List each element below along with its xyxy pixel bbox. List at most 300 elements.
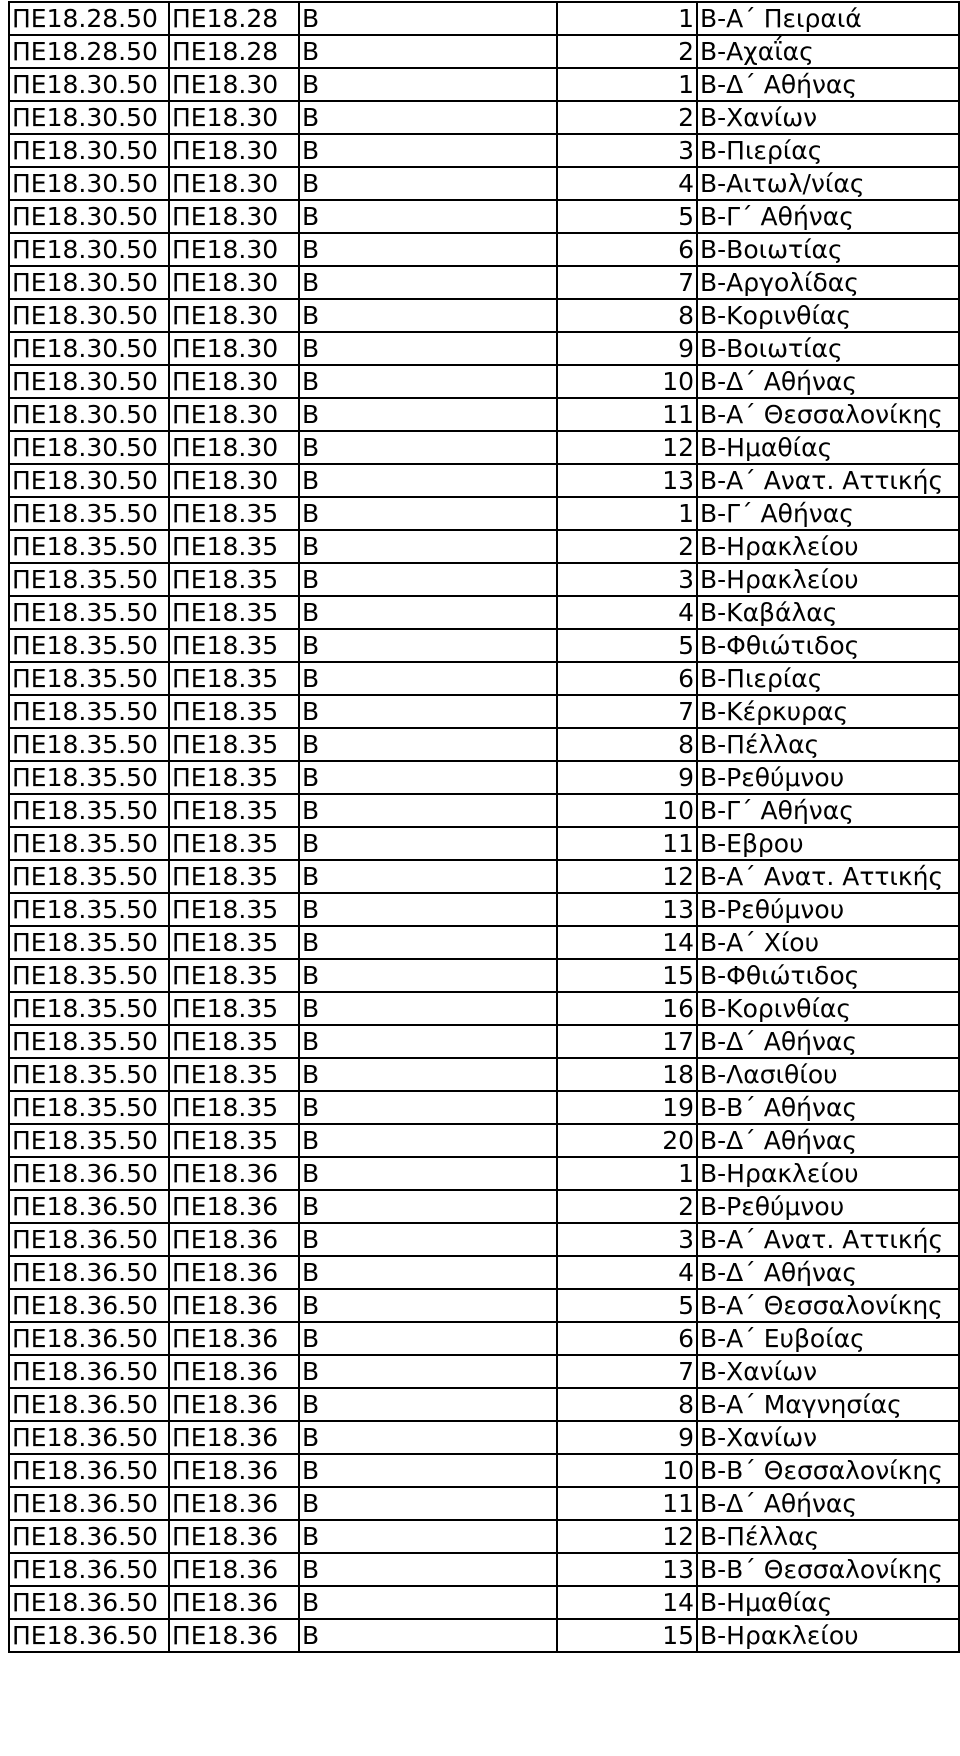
cell-sequence: 8 [557, 1388, 697, 1421]
table-row [9, 1388, 959, 1421]
table-row [9, 728, 959, 761]
cell-group: ΠΕ18.36 [169, 1586, 299, 1619]
table-row [9, 662, 959, 695]
cell-code: ΠΕ18.36.50 [9, 1454, 169, 1487]
cell-group: ΠΕ18.35 [169, 827, 299, 860]
table-row [9, 1553, 959, 1586]
data-table [8, 1, 960, 1653]
table-row [9, 299, 959, 332]
cell-category: Β [299, 959, 557, 992]
cell-directorate: Β-Α΄ Ανατ. Αττικής [697, 860, 959, 893]
cell-group: ΠΕ18.35 [169, 992, 299, 1025]
table-row [9, 398, 959, 431]
cell-directorate: Β-Ρεθύμνου [697, 1190, 959, 1223]
table-row [9, 1619, 959, 1652]
cell-code: ΠΕ18.36.50 [9, 1421, 169, 1454]
cell-sequence: 3 [557, 134, 697, 167]
cell-code: ΠΕ18.30.50 [9, 398, 169, 431]
cell-sequence: 12 [557, 1520, 697, 1553]
cell-directorate: Β-Ρεθύμνου [697, 893, 959, 926]
cell-directorate: Β-Β΄ Αθήνας [697, 1091, 959, 1124]
cell-category: Β [299, 35, 557, 68]
cell-sequence: 15 [557, 959, 697, 992]
cell-sequence: 18 [557, 1058, 697, 1091]
cell-category: Β [299, 1487, 557, 1520]
cell-directorate: Β-Γ΄ Αθήνας [697, 200, 959, 233]
cell-code: ΠΕ18.30.50 [9, 266, 169, 299]
cell-directorate: Β-Κέρκυρας [697, 695, 959, 728]
cell-category: Β [299, 992, 557, 1025]
cell-directorate: Β-Λασιθίου [697, 1058, 959, 1091]
cell-category: Β [299, 332, 557, 365]
cell-code: ΠΕ18.35.50 [9, 563, 169, 596]
cell-sequence: 20 [557, 1124, 697, 1157]
cell-group: ΠΕ18.35 [169, 695, 299, 728]
table-row [9, 101, 959, 134]
cell-code: ΠΕ18.35.50 [9, 497, 169, 530]
cell-code: ΠΕ18.36.50 [9, 1520, 169, 1553]
cell-group: ΠΕ18.36 [169, 1520, 299, 1553]
cell-category: Β [299, 1553, 557, 1586]
cell-directorate: Β-Χανίων [697, 1355, 959, 1388]
cell-sequence: 9 [557, 761, 697, 794]
table-row [9, 1454, 959, 1487]
cell-directorate: Β-Ημαθίας [697, 1586, 959, 1619]
cell-directorate: Β-Ρεθύμνου [697, 761, 959, 794]
cell-sequence: 14 [557, 1586, 697, 1619]
table-row [9, 266, 959, 299]
table-row [9, 200, 959, 233]
cell-sequence: 9 [557, 1421, 697, 1454]
cell-category: Β [299, 530, 557, 563]
cell-directorate: Β-Α΄ Θεσσαλονίκης [697, 398, 959, 431]
cell-code: ΠΕ18.30.50 [9, 464, 169, 497]
cell-category: Β [299, 233, 557, 266]
table-row [9, 860, 959, 893]
cell-group: ΠΕ18.36 [169, 1355, 299, 1388]
cell-sequence: 3 [557, 563, 697, 596]
cell-sequence: 1 [557, 1157, 697, 1190]
cell-category: Β [299, 893, 557, 926]
cell-group: ΠΕ18.36 [169, 1487, 299, 1520]
table-row [9, 1256, 959, 1289]
cell-category: Β [299, 695, 557, 728]
cell-group: ΠΕ18.30 [169, 464, 299, 497]
cell-category: Β [299, 1223, 557, 1256]
cell-code: ΠΕ18.35.50 [9, 794, 169, 827]
cell-group: ΠΕ18.30 [169, 365, 299, 398]
cell-directorate: Β-Κορινθίας [697, 299, 959, 332]
cell-sequence: 13 [557, 893, 697, 926]
cell-category: Β [299, 101, 557, 134]
cell-sequence: 6 [557, 233, 697, 266]
cell-group: ΠΕ18.35 [169, 1058, 299, 1091]
cell-category: Β [299, 1322, 557, 1355]
cell-group: ΠΕ18.36 [169, 1289, 299, 1322]
cell-sequence: 6 [557, 662, 697, 695]
table-row [9, 695, 959, 728]
cell-sequence: 13 [557, 464, 697, 497]
cell-group: ΠΕ18.35 [169, 893, 299, 926]
cell-directorate: Β-Πιερίας [697, 134, 959, 167]
cell-code: ΠΕ18.36.50 [9, 1586, 169, 1619]
cell-category: Β [299, 926, 557, 959]
cell-directorate: Β-Εβρου [697, 827, 959, 860]
cell-category: Β [299, 1520, 557, 1553]
cell-category: Β [299, 1025, 557, 1058]
cell-directorate: Β-Ηρακλείου [697, 1157, 959, 1190]
cell-code: ΠΕ18.30.50 [9, 299, 169, 332]
table-row [9, 629, 959, 662]
cell-category: Β [299, 68, 557, 101]
cell-group: ΠΕ18.35 [169, 530, 299, 563]
cell-category: Β [299, 596, 557, 629]
table-row [9, 761, 959, 794]
cell-sequence: 9 [557, 332, 697, 365]
table-row [9, 1520, 959, 1553]
cell-category: Β [299, 794, 557, 827]
cell-directorate: Β-Αχαΐας [697, 35, 959, 68]
cell-sequence: 8 [557, 299, 697, 332]
cell-category: Β [299, 1157, 557, 1190]
cell-sequence: 2 [557, 530, 697, 563]
table-row [9, 530, 959, 563]
cell-directorate: Β-Α΄ Μαγνησίας [697, 1388, 959, 1421]
cell-directorate: Β-Χανίων [697, 101, 959, 134]
cell-code: ΠΕ18.35.50 [9, 728, 169, 761]
cell-code: ΠΕ18.36.50 [9, 1223, 169, 1256]
cell-code: ΠΕ18.35.50 [9, 596, 169, 629]
cell-group: ΠΕ18.30 [169, 299, 299, 332]
cell-directorate: Β-Α΄ Θεσσαλονίκης [697, 1289, 959, 1322]
cell-category: Β [299, 827, 557, 860]
cell-group: ΠΕ18.30 [169, 332, 299, 365]
cell-code: ΠΕ18.35.50 [9, 827, 169, 860]
table-row [9, 893, 959, 926]
cell-sequence: 4 [557, 167, 697, 200]
cell-group: ΠΕ18.35 [169, 629, 299, 662]
cell-code: ΠΕ18.35.50 [9, 1058, 169, 1091]
cell-category: Β [299, 1124, 557, 1157]
cell-code: ΠΕ18.36.50 [9, 1289, 169, 1322]
cell-directorate: Β-Γ΄ Αθήνας [697, 794, 959, 827]
cell-sequence: 2 [557, 1190, 697, 1223]
cell-sequence: 1 [557, 2, 697, 35]
cell-group: ΠΕ18.30 [169, 431, 299, 464]
cell-code: ΠΕ18.30.50 [9, 134, 169, 167]
table-row [9, 167, 959, 200]
cell-category: Β [299, 1289, 557, 1322]
cell-directorate: Β-Πέλλας [697, 1520, 959, 1553]
cell-group: ΠΕ18.36 [169, 1553, 299, 1586]
cell-category: Β [299, 134, 557, 167]
cell-group: ΠΕ18.30 [169, 398, 299, 431]
cell-group: ΠΕ18.36 [169, 1157, 299, 1190]
cell-sequence: 15 [557, 1619, 697, 1652]
cell-code: ΠΕ18.36.50 [9, 1355, 169, 1388]
cell-group: ΠΕ18.35 [169, 959, 299, 992]
cell-directorate: Β-Ηρακλείου [697, 1619, 959, 1652]
cell-sequence: 12 [557, 431, 697, 464]
cell-category: Β [299, 2, 557, 35]
cell-sequence: 12 [557, 860, 697, 893]
cell-group: ΠΕ18.36 [169, 1454, 299, 1487]
table-row [9, 464, 959, 497]
cell-directorate: Β-Αργολίδας [697, 266, 959, 299]
cell-code: ΠΕ18.35.50 [9, 1025, 169, 1058]
cell-category: Β [299, 200, 557, 233]
cell-group: ΠΕ18.28 [169, 2, 299, 35]
cell-sequence: 19 [557, 1091, 697, 1124]
cell-sequence: 5 [557, 200, 697, 233]
cell-group: ΠΕ18.36 [169, 1388, 299, 1421]
cell-group: ΠΕ18.36 [169, 1421, 299, 1454]
cell-category: Β [299, 167, 557, 200]
cell-category: Β [299, 1058, 557, 1091]
cell-sequence: 14 [557, 926, 697, 959]
cell-group: ΠΕ18.35 [169, 1124, 299, 1157]
cell-sequence: 3 [557, 1223, 697, 1256]
table-row [9, 1586, 959, 1619]
table-row [9, 233, 959, 266]
cell-directorate: Β-Αιτωλ/νίας [697, 167, 959, 200]
cell-category: Β [299, 497, 557, 530]
table-row [9, 1124, 959, 1157]
cell-group: ΠΕ18.35 [169, 563, 299, 596]
cell-group: ΠΕ18.30 [169, 101, 299, 134]
cell-code: ΠΕ18.35.50 [9, 695, 169, 728]
cell-code: ΠΕ18.36.50 [9, 1619, 169, 1652]
cell-sequence: 13 [557, 1553, 697, 1586]
table-row [9, 497, 959, 530]
cell-directorate: Β-Γ΄ Αθήνας [697, 497, 959, 530]
cell-group: ΠΕ18.30 [169, 68, 299, 101]
table-row [9, 959, 959, 992]
cell-directorate: Β-Χανίων [697, 1421, 959, 1454]
table-body [9, 2, 959, 1652]
cell-directorate: Β-Φθιώτιδος [697, 959, 959, 992]
cell-directorate: Β-Πέλλας [697, 728, 959, 761]
cell-code: ΠΕ18.36.50 [9, 1157, 169, 1190]
cell-code: ΠΕ18.35.50 [9, 992, 169, 1025]
table-row [9, 35, 959, 68]
cell-category: Β [299, 1388, 557, 1421]
cell-sequence: 7 [557, 695, 697, 728]
table-row [9, 926, 959, 959]
cell-sequence: 2 [557, 35, 697, 68]
cell-directorate: Β-Βοιωτίας [697, 332, 959, 365]
table-row [9, 1355, 959, 1388]
cell-category: Β [299, 728, 557, 761]
cell-code: ΠΕ18.30.50 [9, 365, 169, 398]
cell-sequence: 1 [557, 497, 697, 530]
cell-code: ΠΕ18.36.50 [9, 1553, 169, 1586]
cell-group: ΠΕ18.36 [169, 1322, 299, 1355]
cell-group: ΠΕ18.35 [169, 860, 299, 893]
table-row [9, 827, 959, 860]
cell-directorate: Β-Β΄ Θεσσαλονίκης [697, 1454, 959, 1487]
cell-code: ΠΕ18.35.50 [9, 926, 169, 959]
cell-directorate: Β-Ηρακλείου [697, 530, 959, 563]
cell-code: ΠΕ18.35.50 [9, 959, 169, 992]
cell-directorate: Β-Δ΄ Αθήνας [697, 365, 959, 398]
cell-directorate: Β-Δ΄ Αθήνας [697, 1487, 959, 1520]
cell-group: ΠΕ18.35 [169, 794, 299, 827]
table-row [9, 1157, 959, 1190]
cell-directorate: Β-Δ΄ Αθήνας [697, 1025, 959, 1058]
table-row [9, 332, 959, 365]
cell-category: Β [299, 299, 557, 332]
cell-category: Β [299, 1091, 557, 1124]
cell-group: ΠΕ18.30 [169, 134, 299, 167]
table-row [9, 1322, 959, 1355]
cell-code: ΠΕ18.35.50 [9, 662, 169, 695]
table-row [9, 992, 959, 1025]
table-row [9, 1487, 959, 1520]
cell-sequence: 1 [557, 68, 697, 101]
cell-code: ΠΕ18.35.50 [9, 629, 169, 662]
cell-group: ΠΕ18.35 [169, 662, 299, 695]
cell-category: Β [299, 464, 557, 497]
cell-category: Β [299, 1586, 557, 1619]
cell-code: ΠΕ18.30.50 [9, 68, 169, 101]
cell-group: ΠΕ18.35 [169, 761, 299, 794]
cell-code: ΠΕ18.36.50 [9, 1322, 169, 1355]
cell-group: ΠΕ18.35 [169, 1091, 299, 1124]
cell-code: ΠΕ18.36.50 [9, 1190, 169, 1223]
cell-group: ΠΕ18.35 [169, 728, 299, 761]
cell-directorate: Β-Α΄ Χίου [697, 926, 959, 959]
cell-code: ΠΕ18.30.50 [9, 200, 169, 233]
cell-category: Β [299, 1454, 557, 1487]
cell-code: ΠΕ18.36.50 [9, 1487, 169, 1520]
cell-code: ΠΕ18.28.50 [9, 2, 169, 35]
cell-category: Β [299, 761, 557, 794]
cell-sequence: 11 [557, 1487, 697, 1520]
cell-code: ΠΕ18.30.50 [9, 431, 169, 464]
table-row [9, 1421, 959, 1454]
table-row [9, 134, 959, 167]
cell-directorate: Β-Δ΄ Αθήνας [697, 68, 959, 101]
cell-sequence: 4 [557, 1256, 697, 1289]
table-row [9, 794, 959, 827]
table-row [9, 1223, 959, 1256]
cell-code: ΠΕ18.35.50 [9, 1091, 169, 1124]
cell-directorate: Β-Α΄ Πειραιά [697, 2, 959, 35]
cell-group: ΠΕ18.36 [169, 1619, 299, 1652]
cell-directorate: Β-Κορινθίας [697, 992, 959, 1025]
cell-category: Β [299, 1421, 557, 1454]
cell-code: ΠΕ18.36.50 [9, 1388, 169, 1421]
cell-code: ΠΕ18.28.50 [9, 35, 169, 68]
cell-sequence: 5 [557, 629, 697, 662]
table-row [9, 596, 959, 629]
cell-group: ΠΕ18.35 [169, 926, 299, 959]
cell-group: ΠΕ18.28 [169, 35, 299, 68]
cell-code: ΠΕ18.30.50 [9, 167, 169, 200]
cell-directorate: Β-Βοιωτίας [697, 233, 959, 266]
cell-group: ΠΕ18.30 [169, 200, 299, 233]
cell-sequence: 10 [557, 1454, 697, 1487]
cell-directorate: Β-Α΄ Ανατ. Αττικής [697, 464, 959, 497]
cell-directorate: Β-Α΄ Ευβοίας [697, 1322, 959, 1355]
table-row [9, 1025, 959, 1058]
cell-sequence: 11 [557, 827, 697, 860]
cell-code: ΠΕ18.35.50 [9, 860, 169, 893]
table-row [9, 1190, 959, 1223]
cell-sequence: 5 [557, 1289, 697, 1322]
cell-group: ΠΕ18.35 [169, 596, 299, 629]
cell-directorate: Β-Φθιώτιδος [697, 629, 959, 662]
cell-group: ΠΕ18.35 [169, 497, 299, 530]
cell-sequence: 7 [557, 266, 697, 299]
table-row [9, 2, 959, 35]
table-row [9, 1091, 959, 1124]
cell-category: Β [299, 662, 557, 695]
cell-group: ΠΕ18.36 [169, 1256, 299, 1289]
cell-sequence: 11 [557, 398, 697, 431]
cell-sequence: 17 [557, 1025, 697, 1058]
cell-directorate: Β-Ημαθίας [697, 431, 959, 464]
cell-sequence: 16 [557, 992, 697, 1025]
cell-directorate: Β-Ηρακλείου [697, 563, 959, 596]
cell-directorate: Β-Καβάλας [697, 596, 959, 629]
cell-category: Β [299, 1256, 557, 1289]
cell-directorate: Β-Δ΄ Αθήνας [697, 1124, 959, 1157]
cell-category: Β [299, 1619, 557, 1652]
cell-directorate: Β-Πιερίας [697, 662, 959, 695]
cell-sequence: 10 [557, 365, 697, 398]
cell-directorate: Β-Δ΄ Αθήνας [697, 1256, 959, 1289]
cell-code: ΠΕ18.35.50 [9, 530, 169, 563]
cell-category: Β [299, 1355, 557, 1388]
table-row [9, 431, 959, 464]
table-row [9, 563, 959, 596]
cell-sequence: 4 [557, 596, 697, 629]
cell-category: Β [299, 431, 557, 464]
cell-code: ΠΕ18.35.50 [9, 761, 169, 794]
table-row [9, 365, 959, 398]
cell-directorate: Β-Α΄ Ανατ. Αττικής [697, 1223, 959, 1256]
table-row [9, 1289, 959, 1322]
cell-category: Β [299, 629, 557, 662]
cell-code: ΠΕ18.36.50 [9, 1256, 169, 1289]
cell-sequence: 6 [557, 1322, 697, 1355]
cell-group: ΠΕ18.30 [169, 233, 299, 266]
cell-sequence: 10 [557, 794, 697, 827]
cell-sequence: 7 [557, 1355, 697, 1388]
cell-category: Β [299, 398, 557, 431]
cell-sequence: 2 [557, 101, 697, 134]
cell-code: ΠΕ18.30.50 [9, 332, 169, 365]
cell-category: Β [299, 365, 557, 398]
cell-category: Β [299, 266, 557, 299]
cell-code: ΠΕ18.35.50 [9, 893, 169, 926]
table-row [9, 68, 959, 101]
cell-directorate: Β-Β΄ Θεσσαλονίκης [697, 1553, 959, 1586]
cell-category: Β [299, 1190, 557, 1223]
cell-group: ΠΕ18.36 [169, 1190, 299, 1223]
cell-group: ΠΕ18.30 [169, 167, 299, 200]
cell-code: ΠΕ18.30.50 [9, 233, 169, 266]
cell-group: ΠΕ18.35 [169, 1025, 299, 1058]
cell-group: ΠΕ18.30 [169, 266, 299, 299]
cell-category: Β [299, 563, 557, 596]
cell-category: Β [299, 860, 557, 893]
cell-sequence: 8 [557, 728, 697, 761]
table-row [9, 1058, 959, 1091]
cell-group: ΠΕ18.36 [169, 1223, 299, 1256]
